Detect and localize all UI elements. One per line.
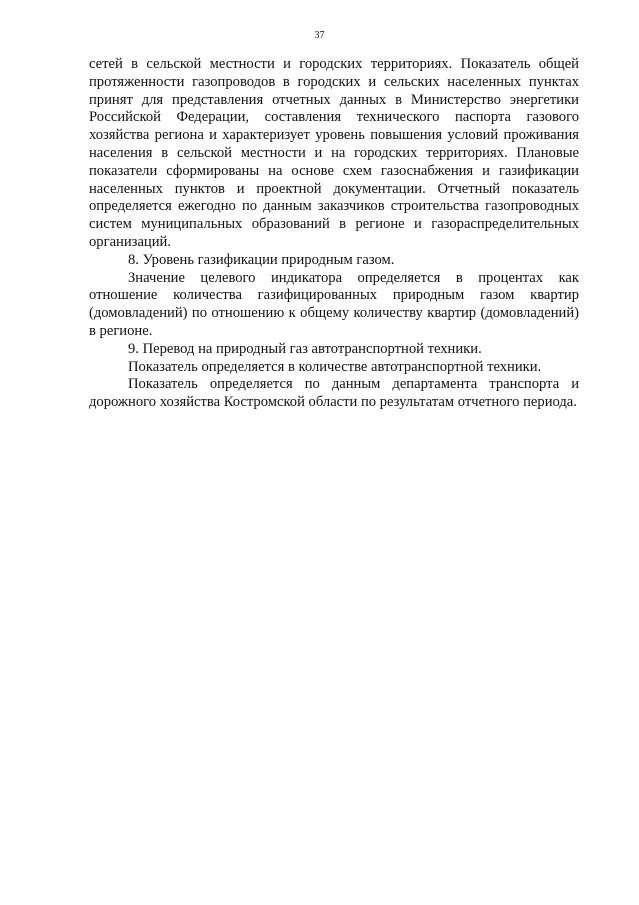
paragraph-data-source: Показатель определяется по данным департамента транспорта и дорожного хозяйства Костромской области по результатам отчетного периода.: [89, 376, 579, 411]
paragraph-measure-unit: Показатель определяется в количестве автотранспортной техники.: [128, 358, 542, 375]
section-heading-9: 9. Перевод на природный газ автотранспортной техники.: [128, 340, 482, 357]
page-number: 37: [314, 30, 325, 41]
document-body: [89, 56, 579, 412]
paragraph-continuation: сетей в сельской местности и городских территориях. Показатель общей протяженности газопроводов в городских и сельских населенных пунктах принят для представления отчетных данных в Министерство энергетики Российской Федерации, составления технического паспорта газового хозяйства региона и характеризует уровень повышения условий проживания населения в сельской местности и на городских территориях. Плановые показатели сформированы на основе схем газоснабжения и газификации населенных пунктов и проектной документации. Отчетный показатель определяется ежегодно по данным заказчиков строительства газопроводных систем муниципальных образований в регионе и газораспределительных организаций.: [89, 56, 579, 250]
paragraph-indicator-definition: Значение целевого индикатора определяется в процентах как отношение количества газифицированных природным газом квартир (домовладений) по отношению к общему количеству квартир (домовладений) в регионе.: [89, 269, 579, 339]
section-heading-8: 8. Уровень газификации природным газом.: [128, 251, 395, 268]
